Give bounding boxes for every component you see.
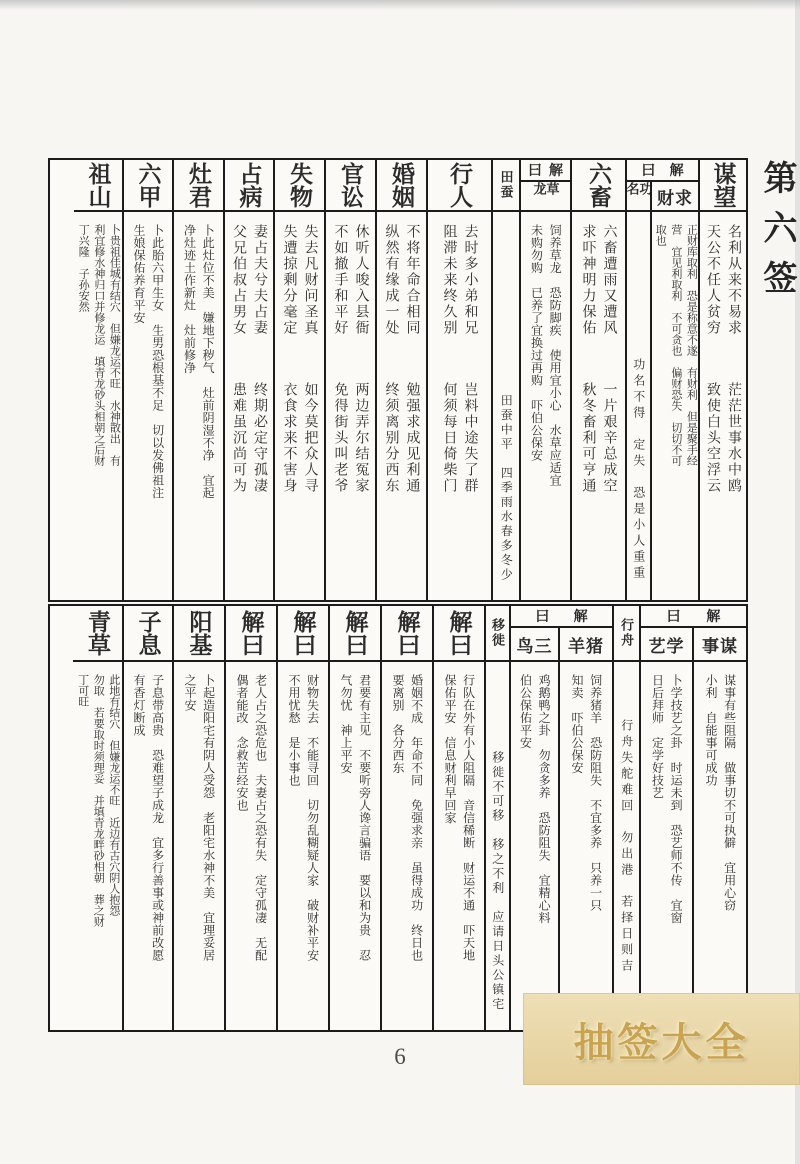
header-zushan: 祖山	[74, 160, 122, 212]
cell-jieyue-zhanbing: 老人占之恐危也 夫妻占之恐有失 定守孤凄 无配 偶者能改 念救苦经安也	[235, 674, 268, 962]
cell-qingcao: 此地有结穴 但嫌龙运不旺 近边有古穴阴人抱怨 勿取 若要取时须理妥 并填青龙畔砂相朝 葬之财 丁可旺	[76, 674, 120, 927]
cell-liujia: 卜此胎六甲生女 生男恐根基不足 切以发佛祖注 生娘保佑养育平安	[132, 224, 165, 499]
column-liujia	[122, 160, 172, 600]
column-jieyue-shiwu	[276, 606, 328, 1030]
cell-shiwu: 失去凡财问圣真 失遭掠剩分毫定 如今莫把众人寻 衣食求来不害身	[281, 224, 318, 494]
header-jieyue-strip-moushi: 曰 解	[641, 606, 746, 628]
header-jieyue-strip-zhuyang: 曰 解	[511, 606, 612, 628]
header-tiancan: 田蚕	[493, 160, 519, 212]
column-xueyi	[641, 628, 692, 1030]
column-zhuyang	[558, 628, 612, 1030]
subcolumns-caolong	[521, 182, 570, 600]
header-liujia: 六甲	[124, 160, 172, 212]
cell-guansong: 休听人唆入县衙 不如撤手和平好 两边弄尔结冤家 免得街头叫老爷	[332, 224, 369, 494]
cell-gongming: 功名不得 定失 恐是小人重重	[631, 358, 646, 582]
header-jieyue-strip-qiucai: 曰 解	[627, 160, 698, 182]
cell-xingzhou: 行舟失舵难回 勿出港 若择日则吉	[619, 719, 634, 975]
column-yangji	[172, 606, 224, 1030]
cell-zaojun: 卜此灶位不美 嫌地下秽气 灶前阴湿不净 宜起 净灶迹土作新灶 灶前修净	[182, 224, 216, 499]
cell-yangji: 卜起造阳宅有阴人受怨 老阳宅水神不美 宜理妥居 之平安	[183, 674, 216, 962]
cell-zixi: 子息带高贵 恐难望子成龙 宜多行善事或神前改愿 有香灯断成	[132, 674, 165, 962]
fortune-table-top-band	[48, 158, 748, 602]
cell-xueyi: 卜学技艺之卦 时运未到 恐艺师不传 宜窗 日后拜师 定学好技艺	[650, 674, 684, 924]
column-group-zhuyang-sanniao	[509, 606, 612, 1030]
subcolumns-moushi-xueyi	[641, 628, 746, 1030]
page-number: 6	[394, 1044, 406, 1069]
header-zixi: 子息	[124, 606, 172, 662]
cell-jieyue-hunyin: 婚姻不成 年命不同 免强求亲 虽得成功 终日也 要离别 各分西东	[391, 674, 424, 962]
cell-caolong: 饲养草龙 恐防脚疾 使用宜小心 水草应适宜 未购勿购 已养了宜换过再购 吓伯公保安	[529, 224, 563, 487]
column-tiancan	[491, 160, 519, 600]
cell-zhanbing: 妻占夫兮夫占妻 父兄伯叔占男女 终期必定守孤凄 患难虽沉尚可为	[231, 224, 267, 494]
column-qiucai	[650, 182, 698, 600]
column-qingcao	[73, 606, 122, 1030]
watermark-banner	[523, 993, 800, 1085]
column-group-moushi-xueyi	[639, 606, 746, 1030]
column-group-qiucai-gongming	[625, 160, 698, 600]
header-jieyue-strip-caolong: 曰 解	[521, 160, 570, 182]
header-guansong: 官讼	[326, 160, 375, 212]
cell-sanniao: 鸡鹅鸭之卦 勿贪多养 恐防阻失 宜精心料 伯公保佑平安	[518, 674, 552, 924]
header-xingzhou: 行舟	[614, 606, 639, 662]
sign-title: 第六签	[758, 160, 795, 310]
header-zhuyang: 羊 猪	[560, 628, 612, 662]
header-yixi: 移徙	[486, 606, 509, 662]
header-muwang: 谋望	[700, 160, 746, 212]
cell-jieyue-guansong: 君要有主见 不要听旁人谗言骗语 要以和为贵 忍 气勿忧 神上平安	[339, 674, 372, 962]
cell-qiucai: 正财库取利 恐是称意不遂 有财利 但是聚手经 营 宜见利取利 不可贪也 偏财恐失 切切不可 取也	[654, 224, 698, 466]
column-jieyue-zhanbing	[224, 606, 276, 1030]
header-moushi: 事 谋	[694, 628, 746, 662]
column-zixi	[122, 606, 172, 1030]
header-sanniao: 鸟 三	[511, 628, 558, 662]
column-muwang	[698, 160, 746, 600]
cell-zushan: 卜贵祖佳城有结穴 但嫌龙运不旺 水神散出 有 利宜修水神归口并修龙运 填青龙砂头相朝之后财 丁兴隆 子孙安然	[77, 224, 121, 466]
cell-moushi: 谋事有些阻隔 做事切不可执僻 宜用心窃 小利 自能事可成功	[704, 674, 737, 912]
header-shiwu: 失物	[275, 160, 324, 212]
header-jieyue-hunyin: 解曰	[382, 606, 432, 662]
header-qingcao: 青草	[73, 606, 122, 662]
subcolumns-qiucai	[624, 182, 698, 600]
column-guansong	[324, 160, 375, 600]
header-zhanbing: 占病	[225, 160, 273, 212]
header-liuchu: 六畜	[572, 160, 625, 212]
cell-jieyue-xingren: 行队在外有小人阻隔 音信稀断 财运不通 吓天地 保佑平安 信息财利早回家	[443, 674, 476, 962]
header-jieyue-shiwu: 解曰	[278, 606, 328, 662]
cell-zhuyang: 饲养猪羊 恐防阻失 不宜多养 只养一只 知卖 吓伯公保安	[570, 674, 603, 912]
column-jieyue-guansong	[328, 606, 380, 1030]
header-gongming: 功名	[627, 182, 650, 212]
cell-liuchu: 六畜遭雨又遭风 求吓神明力保佑 一片艰辛总成空 秋冬畜利可亨通	[580, 224, 617, 494]
scan-edge-top	[0, 0, 800, 10]
column-jieyue-xingren	[432, 606, 484, 1030]
header-caolong: 草龙	[521, 182, 570, 212]
column-jieyue-hunyin	[380, 606, 432, 1030]
header-zaojun: 灶君	[174, 160, 223, 212]
column-xingren	[426, 160, 491, 600]
cell-yixi: 移徙不可移 移之不利 应请日头公镇宅	[490, 751, 505, 1012]
column-sanniao	[511, 628, 558, 1030]
column-yixi	[484, 606, 509, 1030]
column-zaojun	[172, 160, 223, 600]
fortune-table-bottom-band	[48, 604, 748, 1032]
column-group-caolong	[519, 160, 570, 600]
watermark-text: 抽签大全	[573, 1019, 750, 1065]
header-yangji: 阳基	[174, 606, 224, 662]
header-xingren: 行人	[428, 160, 491, 212]
column-zhanbing	[223, 160, 273, 600]
subcolumns-zhuyang-sanniao	[511, 628, 612, 1030]
header-qiucai: 财 求	[652, 182, 698, 212]
column-shiwu	[273, 160, 324, 600]
column-zushan	[74, 160, 122, 600]
column-xingzhou	[612, 606, 639, 1030]
column-hunyin	[375, 160, 426, 600]
cell-jieyue-shiwu: 财物失去 不能寻回 切勿乱糊疑人家 破财补平安 不用忧愁 是小事也	[287, 674, 320, 962]
cell-tiancan: 田蚕中平 四季雨水春多冬少	[499, 393, 514, 582]
column-liuchu	[570, 160, 625, 600]
header-hunyin: 婚姻	[377, 160, 426, 212]
header-jieyue-guansong: 解曰	[330, 606, 380, 662]
cell-xingren: 去时多小弟和兄 阻滞未来终久别 岂料中途失了群 何须每日倚柴门	[441, 224, 478, 494]
header-jieyue-xingren: 解曰	[434, 606, 484, 662]
cell-hunyin: 不将年命合相同 纵然有缘成一处 勉强求成见利通 终须离别分西东	[383, 224, 420, 494]
cell-muwang: 名利从来不易求 天公不任人贫穷 茫茫世事水中鸥 致使白头空浮云	[705, 224, 741, 494]
header-xueyi: 艺 学	[641, 628, 692, 662]
column-caolong	[521, 182, 570, 600]
header-jieyue-zhanbing: 解曰	[226, 606, 276, 662]
column-moushi	[692, 628, 746, 1030]
column-gongming	[624, 182, 653, 600]
